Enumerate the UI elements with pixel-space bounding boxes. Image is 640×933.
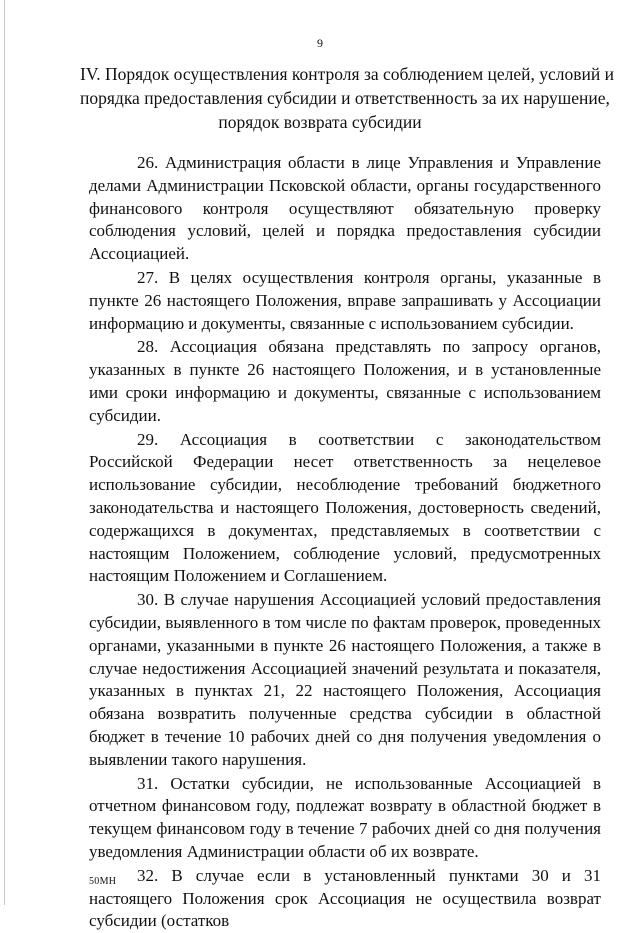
paragraph-26: 26. Администрация области в лице Управления и Управление делами Администрации Псковской области, органы государственного финансового контроля осуществляют обязательную проверку соблюдения условий, целей и порядка предоставления субсидии Ассоциацией. [89,153,601,264]
page-number: 9 [317,36,323,50]
paragraph-30: 30. В случае нарушения Ассоциацией условий предоставления субсидии, выявленного в том числе по фактам проверок, проведенных органами, указанными в пункте 26 настоящего Положения, а также в случае недостижения Ассоциацией значений результата и показателя, указанных в пунктах 21, 22 настоящего Положения, Ассоциация обязана возвратить полученные средства субсидии в областной бюджет в течение 10 рабочих дней со дня получения уведомления о выявлении такого нарушения. [89,590,601,769]
footer-code: 50МН [89,876,117,887]
paragraph-27: 27. В целях осуществления контроля органы, указанные в пункте 26 настоящего Положения, вправе запрашивать у Ассоциации информацию и документы, связанные с использованием субсидии. [89,267,601,333]
section-heading [80,62,615,134]
scan-edge-line [4,0,5,905]
paragraph-32: 32. В случае если в установленный пунктами 30 и 31 настоящего Положения срок Ассоциация не осуществила возврат субсидии (остатков [89,865,601,931]
paragraph-29: 29. Ассоциация в соответствии с законодательством Российской Федерации несет ответственность за нецелевое использование субсидии, несоблюдение требований бюджетного законодательства и настоящего Положения, достоверность сведений, содержащихся в документах, представляемых в соответствии с настоящим Положением, соблюдение условий, предусмотренных настоящим Положением и Соглашением. [89,429,601,586]
paragraph-31: 31. Остатки субсидии, не использованные Ассоциацией в отчетном финансовом году, подлежат возврату в областной бюджет в текущем финансовом году в течение 7 рабочих дней со дня получения уведомления Администрации области об их возврате. [89,773,601,861]
document-body [89,152,601,933]
paragraph-28: 28. Ассоциация обязана представлять по запросу органов, указанных в пункте 26 настоящего Положения, и в установленные ими сроки информацию и документы, связанные с использованием субсидии. [89,337,601,425]
section-heading-line-1: IV. Порядок осуществления контроля за соблюдением целей, условий и [80,64,615,84]
section-heading-line-2: порядка предоставления субсидии и ответственность за их нарушение, [80,88,610,108]
section-heading-line-3: порядок возврата субсидии [218,112,422,132]
